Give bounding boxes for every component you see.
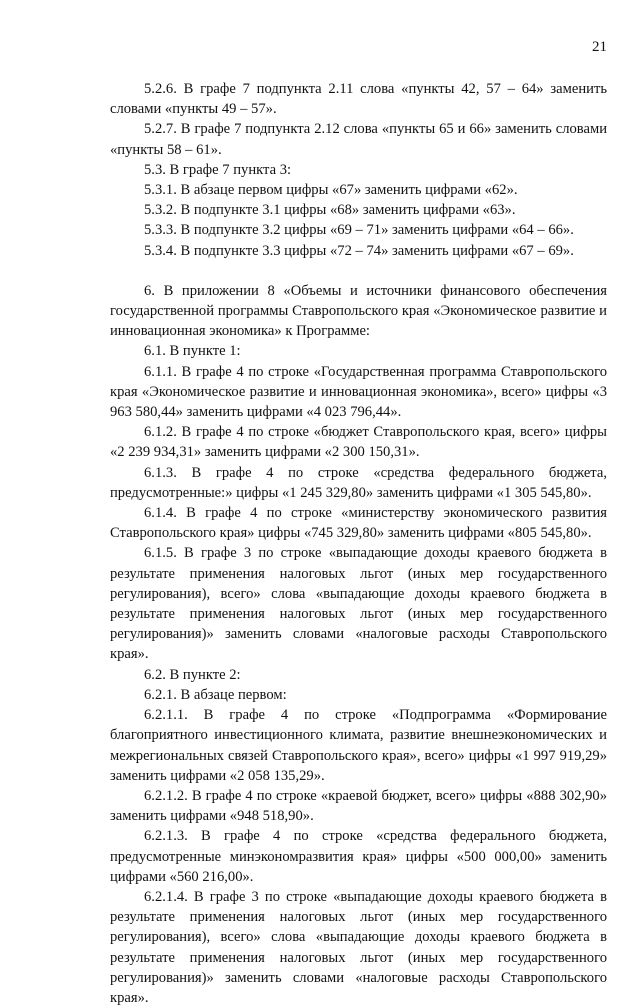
paragraph-5-2-7: 5.2.7. В графе 7 подпункта 2.12 слова «пункты 65 и 66» заменить словами «пункты 58 – 61». bbox=[110, 121, 607, 158]
paragraph-5-3-2: 5.3.2. В подпункте 3.1 цифры «68» заменить цифрами «63». bbox=[144, 202, 516, 219]
document-body bbox=[110, 79, 607, 1008]
paragraph-6-1-4: 6.1.4. В графе 4 по строке «министерству экономического развития Ставропольского края» цифры «745 329,80» заменить цифрами «805 545,80». bbox=[110, 505, 607, 542]
paragraph-6-2-1-3: 6.2.1.3. В графе 4 по строке «средства федерального бюджета, предусмотренные минэкономразвития края» цифры «500 000,00» заменить цифрами «560 216,00». bbox=[110, 828, 607, 885]
paragraph-6-2-1-2: 6.2.1.2. В графе 4 по строке «краевой бюджет, всего» цифры «888 302,90» заменить цифрами «948 518,90». bbox=[110, 787, 607, 825]
paragraph-6-2: 6.2. В пункте 2: bbox=[144, 666, 241, 683]
paragraph-6-1: 6.1. В пункте 1: bbox=[144, 343, 241, 360]
paragraph-5-3-3: 5.3.3. В подпункте 3.2 цифры «69 – 71» заменить цифрами «64 – 66». bbox=[144, 222, 574, 239]
paragraph-5-2-6: 5.2.6. В графе 7 подпункта 2.11 слова «пункты 42, 57 – 64» заменить словами «пункты 49 – 57». bbox=[110, 81, 607, 118]
paragraph-5-3-4: 5.3.4. В подпункте 3.3 цифры «72 – 74» заменить цифрами «67 – 69». bbox=[144, 242, 574, 259]
paragraph-6-2-1-1: 6.2.1.1. В графе 4 по строке «Подпрограмма «Формирование благоприятного инвестиционного климата, развитие внешнеэкономических и межрегиональных связей Ставропольского края», всего» цифры «1 997 919,29» заменить цифрами «2 058 135,29». bbox=[110, 707, 607, 784]
paragraph-5-3-1: 5.3.1. В абзаце первом цифры «67» заменить цифрами «62». bbox=[144, 182, 518, 199]
paragraph-6-1-2: 6.1.2. В графе 4 по строке «бюджет Ставропольского края, всего» цифры «2 239 934,31» заменить цифрами «2 300 150,31». bbox=[110, 424, 607, 461]
section-gap bbox=[110, 261, 607, 281]
paragraph-6: 6. В приложении 8 «Объемы и источники финансового обеспечения государственной программы Ставропольского края «Экономическое развитие и инновационная экономика» к Программе: bbox=[110, 282, 607, 340]
paragraph-6-2-1: 6.2.1. В абзаце первом: bbox=[144, 686, 287, 703]
paragraph-6-1-3: 6.1.3. В графе 4 по строке «средства федерального бюджета, предусмотренные:» цифры «1 245 329,80» заменить цифрами «1 305 545,80». bbox=[110, 464, 607, 501]
paragraph-6-1-1: 6.1.1. В графе 4 по строке «Государственная программа Ставропольского края «Экономическое развитие и инновационная экономика», всего» цифры «3 963 580,44» заменить цифрами «4 023 796,44». bbox=[110, 363, 607, 421]
paragraph-6-1-5: 6.1.5. В графе 3 по строке «выпадающие доходы краевого бюджета в результате применения налоговых льгот (иных мер государственного регулирования), всего» слова «выпадающие доходы краевого бюджета в результате применения налоговых льгот (иных мер государственного регулирования)» заменить словами «налоговые расходы Ставропольского края». bbox=[110, 545, 607, 663]
paragraph-6-2-1-4: 6.2.1.4. В графе 3 по строке «выпадающие доходы краевого бюджета в результате применения налоговых льгот (иных мер государственного регулирования), всего» слова «выпадающие доходы краевого бюджета в результате применения налоговых льгот (иных мер государственного регулирования)» заменить словами «налоговые расходы Ставропольского края». bbox=[110, 888, 607, 1006]
paragraph-5-3: 5.3. В графе 7 пункта 3: bbox=[144, 161, 292, 178]
page-number: 21 bbox=[592, 39, 607, 55]
